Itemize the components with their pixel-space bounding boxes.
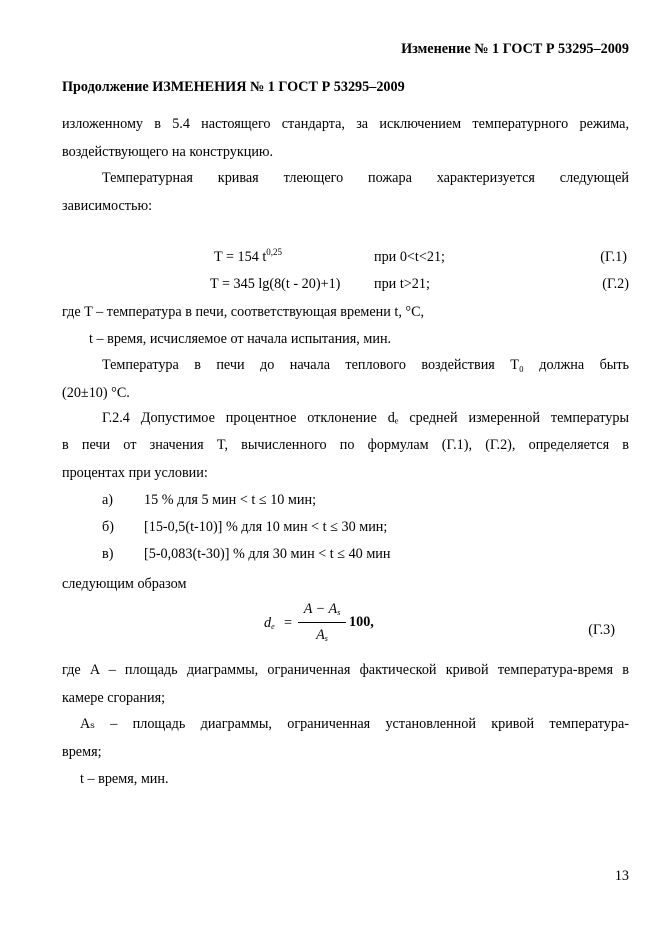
paragraph-line: изложенному в 5.4 настоящего стандарта, за исключением температурного режима, — [62, 116, 629, 132]
list-item-marker: а) — [102, 492, 114, 508]
section-line: процентах при условии: — [62, 465, 208, 481]
document-header: Изменение № 1 ГОСТ Р 53295–2009 — [401, 41, 629, 57]
continuation-title: Продолжение ИЗМЕНЕНИЯ № 1 ГОСТ Р 53295–2009 — [62, 79, 405, 95]
follow-text: следующим образом — [62, 576, 187, 592]
definition-A-line: где A – площадь диаграммы, ограниченная фактической кривой температура-время в — [62, 662, 629, 678]
definition-t: t – время, исчисляемое от начала испытания, мин. — [89, 331, 392, 347]
paragraph-line: Температурная кривая тлеющего пожара характеризуется следующей — [102, 170, 629, 186]
formula-g1 — [214, 247, 282, 266]
list-item-text: [15-0,5(t-10)] % для 10 мин < t ≤ 30 мин; — [144, 519, 388, 535]
section-line: в печи от значения T, вычисленного по формулам (Г.1), (Г.2), определяется в — [62, 437, 629, 453]
section-line: Г.2.4 Допустимое процентное отклонение dₑ средней измеренной температуры — [102, 410, 629, 426]
definition-As-line: время; — [62, 744, 102, 760]
formula-g2-number: (Г.2) — [602, 276, 629, 292]
definition-A-line: камере сгорания; — [62, 690, 166, 706]
list-item-text: 15 % для 5 мин < t ≤ 10 мин; — [144, 492, 317, 508]
formula-g1-exponent: 0,25 — [266, 247, 283, 257]
formula-g3-multiplier: 100, — [349, 614, 374, 630]
formula-g2-condition: при t>21; — [374, 276, 430, 292]
definition-As-line: Aₛ – площадь диаграммы, ограниченная установленной кривой температура- — [80, 716, 629, 732]
formula-g3-fraction-line — [298, 622, 346, 623]
formula-g2-lhs: T = 345 lg(8(t - 20)+1) — [210, 276, 341, 292]
formula-g3-numerator: $A - A_s$ — [303, 601, 341, 617]
paragraph-line: (20±10) °С. — [62, 385, 130, 401]
formula-g3-number: (Г.3) — [588, 622, 615, 638]
list-item-marker: в) — [102, 546, 114, 562]
list-item-marker: б) — [102, 519, 114, 535]
formula-g1-lhs: T = 154 t — [214, 249, 267, 265]
paragraph-line: Температура в печи до начала теплового воздействия T₀ должна быть — [102, 357, 629, 373]
page-number: 13 — [614, 868, 629, 884]
definition-t-last: t – время, мин. — [80, 771, 169, 787]
definition-T: где T – температура в печи, соответствующая времени t, °С, — [62, 304, 425, 320]
list-item-text: [5-0,083(t-30)] % для 30 мин < t ≤ 40 мин — [144, 546, 391, 562]
formula-g1-condition: при 0<t<21; — [374, 249, 445, 265]
paragraph-line: зависимостью: — [62, 198, 153, 214]
paragraph-line: воздействующего на конструкцию. — [62, 144, 274, 160]
formula-g3-lhs: $d_e$ — [264, 615, 275, 631]
formula-g3-equals: = — [284, 615, 293, 631]
formula-g3-denominator: $A_s$ — [316, 627, 328, 643]
formula-g1-number: (Г.1) — [600, 249, 627, 265]
